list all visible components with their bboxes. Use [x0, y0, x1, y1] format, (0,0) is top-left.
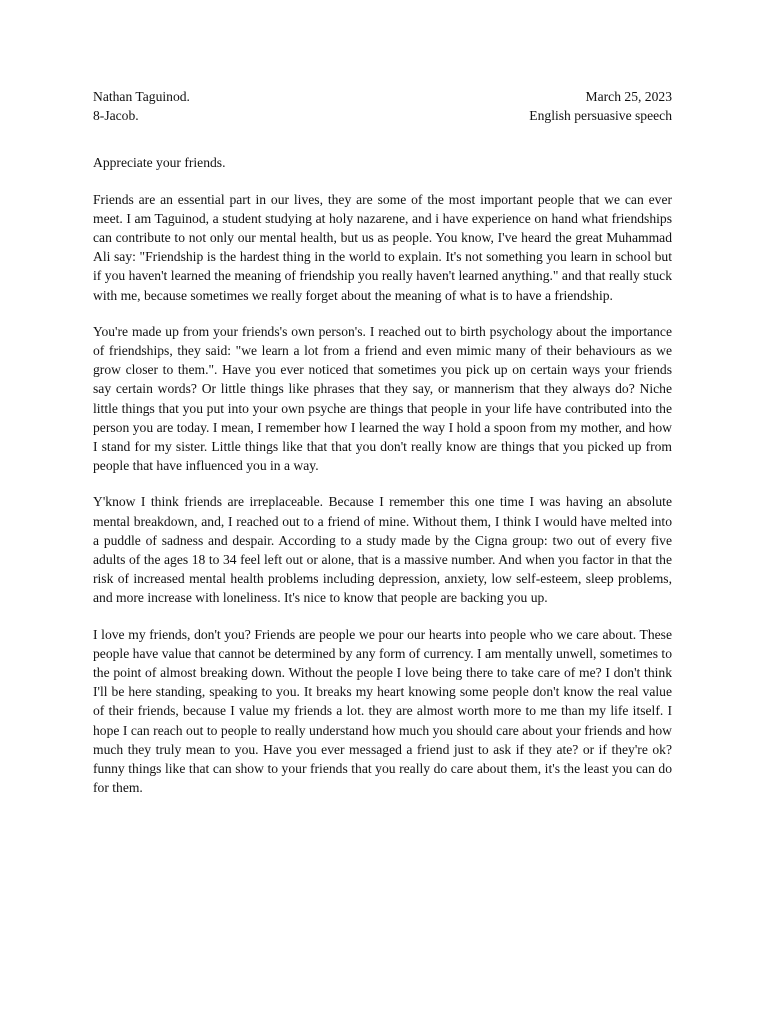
speech-title: Appreciate your friends. [93, 155, 226, 171]
document-type: English persuasive speech [529, 108, 672, 124]
header-row-2 [93, 106, 672, 125]
author-name: Nathan Taguinod. [93, 89, 190, 104]
paragraph-2: You're made up from your friends's own person's. I reached out to birth psychology about the importance of friendships, they said: "we learn a lot from a friend and even mimic many of their behaviours as we grow closer to them.". Have you ever noticed that sometimes you pick up on certain ways your friends say certain words? Or little things like phrases that they say, or mannerism that they always do? Niche little things that you put into your own psyche are things that people in your life have contributed into the person you are today. I mean, I remember how I learned the way I hold a spoon from my mother, and how I stand for my sister. Little things like that that you don't really know are things that you picked up from people that have influenced you in a way. [93, 323, 672, 474]
paragraph-4: I love my friends, don't you? Friends are people we pour our hearts into people who we care about. These people have value that cannot be determined by any form of currency. I am mentally unwell, sometimes to the point of almost breaking down. Without the people I love being there to take care of me? I don't think I'll be here standing, speaking to you. It breaks my heart knowing some people don't know the real value of their friends, because I value my friends a lot. they are almost worth more to me than my life itself. I hope I can reach out to people to really understand how much you should care about your friends and how much they truly mean to you. Have you ever messaged a friend just to ask if they ate? or if they're ok? funny things like that can show to your friends that you really do care about them, it's the least you can do for them. [93, 626, 672, 796]
header-row-1 [93, 87, 672, 106]
paragraph-3: Y'know I think friends are irreplaceable. Because I remember this one time I was having an absolute mental breakdown, and, I reached out to a friend of mine. Without them, I think I would have melted into a puddle of sadness and despair. According to a study made by the Cigna group: two out of every five adults of the ages 18 to 34 feel left out or alone, that is a massive number. And when you factor in that the risk of increased mental health problems including depression, anxiety, low self-esteem, sleep problems, and more increase with loneliness. It's nice to know that people are backing you up. [93, 494, 672, 606]
class-section: 8-Jacob. [93, 108, 139, 124]
paragraph-1: Friends are an essential part in our lives, they are some of the most important people that we can ever meet. I am Taguinod, a student studying at holy nazarene, and i have experience on hand what friendships can contribute to not only our mental health, but us as people. You know, I've heard the great Muhammad Ali say: "Friendship is the hardest thing in the world to explain. It's not something you learn in school but if you haven't learned the meaning of friendship you really haven't learned anything." and that really stuck with me, because sometimes we really forget about the meaning of what is to have a friendship. [93, 191, 672, 303]
document-date: March 25, 2023 [585, 89, 672, 104]
document-page [93, 87, 672, 797]
